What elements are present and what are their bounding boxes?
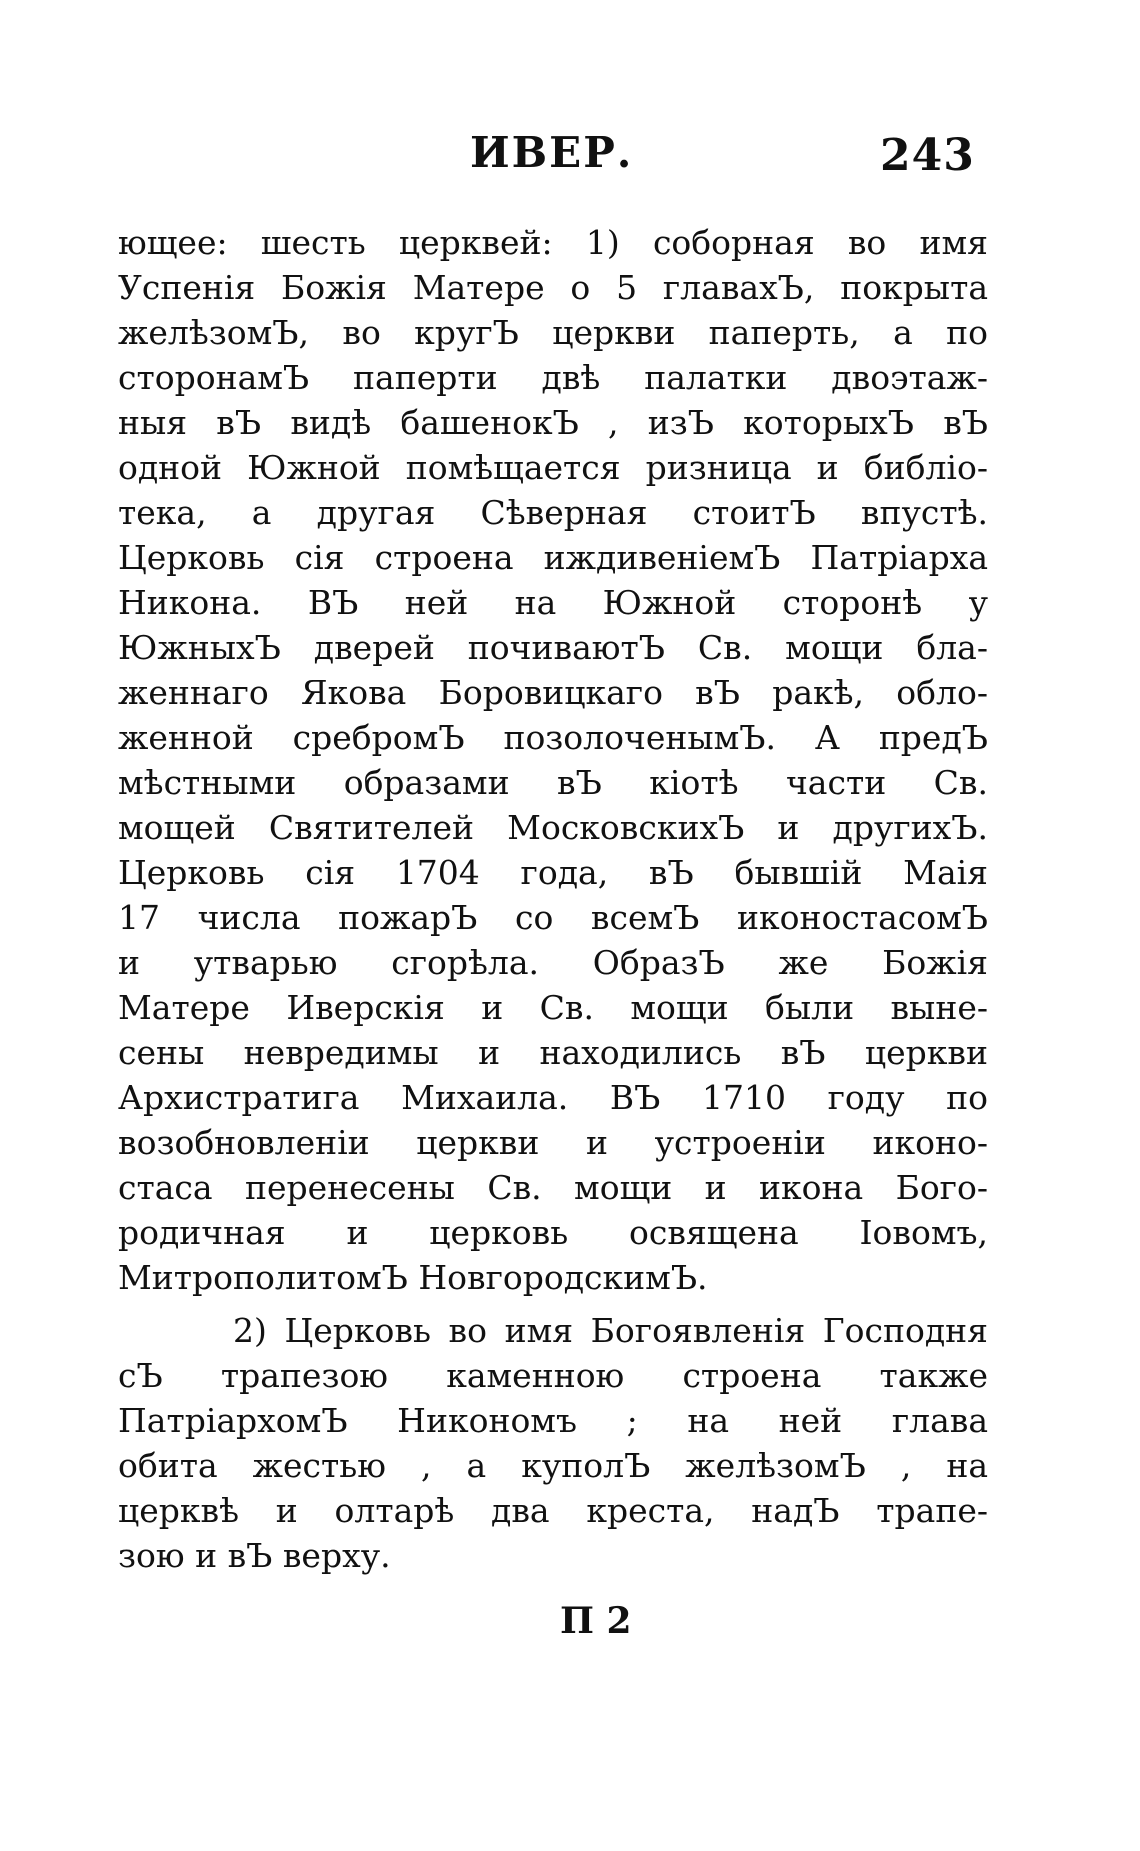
- text-line: сены невредимы и находились вЪ церкви: [118, 1033, 988, 1072]
- text-line: мѣстными образами вЪ кіотѣ части Св.: [118, 763, 988, 802]
- text-line: женной сребромЪ позолоченымЪ. А предЪ: [118, 718, 988, 757]
- text-line: желѣзомЪ, во кругЪ церкви паперть, а по: [118, 313, 988, 352]
- text-line: стаса перенесены Св. мощи и икона Бого-: [118, 1168, 988, 1207]
- text-line: сторонамЪ паперти двѣ палатки двоэтаж-: [118, 358, 988, 397]
- page-number: 243: [880, 130, 975, 181]
- text-line: Никона. ВЪ ней на Южной сторонѣ у: [118, 583, 988, 622]
- text-line: Успенія Божія Матере о 5 главахЪ, покрыта: [118, 268, 988, 307]
- signature-mark: П 2: [560, 1600, 632, 1642]
- text-line: церквѣ и олтарѣ два креста, надЪ трапе-: [118, 1491, 988, 1530]
- text-line: сЪ трапезою каменною строена также: [118, 1356, 988, 1395]
- text-line: родичная и церковь освящена Іовомъ,: [118, 1213, 988, 1252]
- body-text: [118, 220, 988, 1578]
- text-line: мощей Святителей МосковскихЪ и другихЪ.: [118, 808, 988, 847]
- text-line: женнаго Якова Боровицкаго вЪ ракѣ, обло-: [118, 673, 988, 712]
- text-line: Церковь сія строена иждивенiемЪ Патріарха: [118, 538, 988, 577]
- text-line: ныя вЪ видѣ башенокЪ , изЪ которыхЪ вЪ: [118, 403, 988, 442]
- text-line: одной Южной помѣщается ризница и библіо-: [118, 448, 988, 487]
- text-line: Матере Иверскія и Св. мощи были вынe-: [118, 988, 988, 1027]
- text-line: ЮжныхЪ дверей почиваютЪ Св. мощи бла-: [118, 628, 988, 667]
- text-line: Архистратига Михаила. ВЪ 1710 году по: [118, 1078, 988, 1117]
- text-line: Церковь сія 1704 года, вЪ бывшій Маія: [118, 853, 988, 892]
- text-line: обита жестью , а куполЪ желѣзомЪ , на: [118, 1446, 988, 1485]
- text-line: возобновленіи церкви и устроеніи иконо-: [118, 1123, 988, 1162]
- text-line: ПатріархомЪ Никономъ ; на ней глава: [118, 1401, 988, 1440]
- text-line: 2) Церковь во имя Богоявленія Господня: [233, 1311, 988, 1350]
- text-line: и утварью сгорѣла. ОбразЪ же Божія: [118, 943, 988, 982]
- text-line: ющее: шесть церквей: 1) соборная во имя: [118, 223, 988, 262]
- running-head: ИВЕР.: [470, 128, 634, 177]
- text-line: зою и вЪ верху.: [118, 1536, 391, 1575]
- text-line: МитрополитомЪ НовгородскимЪ.: [118, 1258, 708, 1297]
- text-line: тека, а другая Сѣверная стоитЪ впустѣ.: [118, 493, 988, 532]
- text-line: 17 числа пожарЪ со всемЪ иконостасомЪ: [118, 898, 988, 937]
